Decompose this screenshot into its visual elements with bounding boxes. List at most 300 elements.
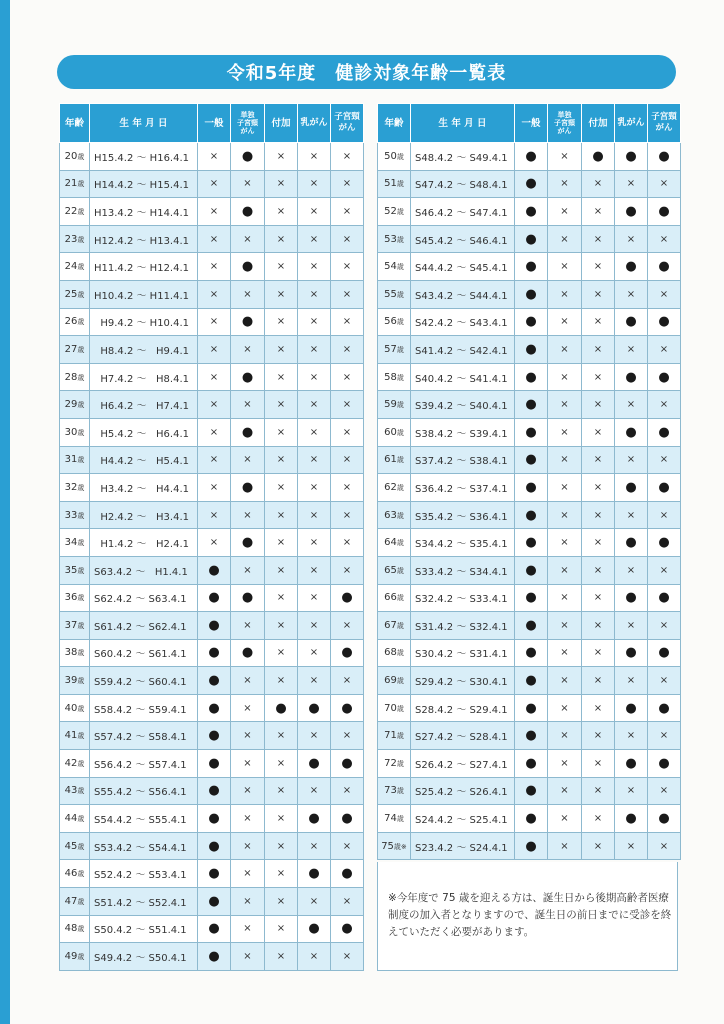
mark-general: ● bbox=[198, 805, 231, 833]
mark-cervical-alone: × bbox=[231, 943, 265, 971]
mark-cervical-alone: × bbox=[231, 860, 265, 888]
mark-cervical-alone: ● bbox=[231, 418, 265, 446]
birth-date-range: S39.4.2 ～ S40.4.1 bbox=[411, 391, 515, 419]
mark-breast: ● bbox=[298, 694, 331, 722]
mark-addon: ● bbox=[582, 143, 615, 171]
age-number: 57 bbox=[384, 343, 397, 355]
table-row bbox=[378, 556, 681, 584]
age-number: 72 bbox=[384, 757, 397, 769]
birth-date-range: S47.4.2 ～ S48.4.1 bbox=[411, 170, 515, 198]
age-suffix: 歳 bbox=[77, 897, 85, 906]
mark-breast: ● bbox=[298, 805, 331, 833]
age-suffix: 歳 bbox=[77, 152, 85, 161]
birth-date-range: S46.4.2 ～ S47.4.1 bbox=[411, 198, 515, 226]
mark-general: ● bbox=[515, 612, 548, 640]
birth-date-range: S62.4.2 ～ S63.4.1 bbox=[90, 584, 198, 612]
birth-date-range: S55.4.2 ～ S56.4.1 bbox=[90, 777, 198, 805]
birth-date-range: S60.4.2 ～ S61.4.1 bbox=[90, 639, 198, 667]
age-suffix: 歳 bbox=[396, 207, 404, 216]
mark-breast: × bbox=[615, 667, 648, 695]
birth-date-range: S29.4.2 ～ S30.4.1 bbox=[411, 667, 515, 695]
mark-addon: × bbox=[265, 391, 298, 419]
mark-general: ● bbox=[515, 556, 548, 584]
table-row bbox=[378, 170, 681, 198]
mark-cervical: × bbox=[331, 253, 364, 281]
mark-general: × bbox=[198, 363, 231, 391]
mark-general: ● bbox=[198, 722, 231, 750]
mark-general: ● bbox=[198, 832, 231, 860]
age-cell bbox=[60, 308, 90, 336]
mark-cervical: ● bbox=[648, 308, 681, 336]
birth-date-range: S58.4.2 ～ S59.4.1 bbox=[90, 694, 198, 722]
mark-cervical-alone: ● bbox=[231, 639, 265, 667]
mark-general: × bbox=[198, 336, 231, 364]
table-row bbox=[378, 529, 681, 557]
mark-cervical-alone: × bbox=[231, 832, 265, 860]
table-row bbox=[60, 225, 364, 253]
birth-date-range: H7.4.2 ～ H8.4.1 bbox=[90, 363, 198, 391]
mark-addon: × bbox=[582, 722, 615, 750]
age-number: 47 bbox=[64, 895, 78, 907]
age-suffix: 歳 bbox=[77, 787, 85, 796]
table-row bbox=[378, 777, 681, 805]
mark-cervical-alone: × bbox=[548, 694, 582, 722]
birth-date-range: H8.4.2 ～ H9.4.1 bbox=[90, 336, 198, 364]
mark-breast: × bbox=[298, 418, 331, 446]
mark-breast: × bbox=[298, 888, 331, 916]
age-number: 42 bbox=[64, 757, 78, 769]
mark-breast: ● bbox=[615, 639, 648, 667]
age-cell bbox=[378, 667, 411, 695]
age-suffix: 歳 bbox=[77, 539, 85, 548]
age-suffix: 歳 bbox=[396, 428, 404, 437]
mark-cervical-alone: × bbox=[548, 556, 582, 584]
age-number: 38 bbox=[64, 647, 78, 659]
table-row bbox=[378, 308, 681, 336]
mark-cervical: × bbox=[331, 943, 364, 971]
birth-date-range: S26.4.2 ～ S27.4.1 bbox=[411, 750, 515, 778]
birth-date-range: S36.4.2 ～ S37.4.1 bbox=[411, 474, 515, 502]
mark-addon: × bbox=[265, 639, 298, 667]
mark-addon: × bbox=[265, 280, 298, 308]
age-suffix: 歳 bbox=[77, 677, 85, 686]
mark-breast: ● bbox=[615, 143, 648, 171]
age-number: 29 bbox=[64, 399, 78, 411]
birth-date-range: S34.4.2 ～ S35.4.1 bbox=[411, 529, 515, 557]
mark-addon: × bbox=[582, 198, 615, 226]
header-age: 年齢 bbox=[378, 104, 411, 143]
mark-cervical: ● bbox=[648, 474, 681, 502]
age-cell bbox=[378, 474, 411, 502]
mark-cervical: × bbox=[648, 501, 681, 529]
side-accent-bar bbox=[0, 0, 10, 1024]
table-row bbox=[60, 612, 364, 640]
age-suffix: 歳 bbox=[77, 759, 85, 768]
mark-breast: × bbox=[298, 391, 331, 419]
mark-breast: × bbox=[615, 556, 648, 584]
mark-cervical-alone: × bbox=[231, 556, 265, 584]
mark-cervical: ● bbox=[648, 750, 681, 778]
age-suffix: 歳 bbox=[396, 649, 404, 658]
mark-general: ● bbox=[515, 446, 548, 474]
table-row bbox=[60, 860, 364, 888]
mark-cervical-alone: × bbox=[548, 446, 582, 474]
table-row bbox=[60, 667, 364, 695]
mark-general: ● bbox=[515, 639, 548, 667]
birth-date-range: S35.4.2 ～ S36.4.1 bbox=[411, 501, 515, 529]
mark-addon: × bbox=[265, 722, 298, 750]
age-suffix: 歳 bbox=[396, 704, 404, 713]
mark-cervical-alone: × bbox=[231, 280, 265, 308]
age-cell bbox=[378, 418, 411, 446]
birth-date-range: S33.4.2 ～ S34.4.1 bbox=[411, 556, 515, 584]
age-suffix: 歳 bbox=[396, 677, 404, 686]
mark-general: ● bbox=[515, 253, 548, 281]
age-cell bbox=[60, 805, 90, 833]
mark-cervical: ● bbox=[648, 584, 681, 612]
mark-cervical: ● bbox=[331, 750, 364, 778]
table-row bbox=[60, 446, 364, 474]
mark-addon: × bbox=[582, 336, 615, 364]
mark-addon: × bbox=[265, 446, 298, 474]
birth-date-range: S44.4.2 ～ S45.4.1 bbox=[411, 253, 515, 281]
header-birth-date: 生 年 月 日 bbox=[90, 104, 198, 143]
mark-addon: × bbox=[265, 363, 298, 391]
mark-cervical-alone: × bbox=[548, 474, 582, 502]
age-number: 39 bbox=[64, 675, 78, 687]
mark-cervical-alone: × bbox=[548, 529, 582, 557]
birth-date-range: S28.4.2 ～ S29.4.1 bbox=[411, 694, 515, 722]
mark-breast: × bbox=[615, 501, 648, 529]
birth-date-range: S48.4.2 ～ S49.4.1 bbox=[411, 143, 515, 171]
header-general: 一般 bbox=[198, 104, 231, 143]
age-number: 65 bbox=[384, 564, 397, 576]
age-number: 36 bbox=[64, 592, 78, 604]
mark-cervical: × bbox=[648, 832, 681, 860]
mark-cervical: × bbox=[331, 556, 364, 584]
mark-breast: ● bbox=[615, 474, 648, 502]
table-header-row bbox=[378, 104, 681, 143]
table-row bbox=[378, 832, 681, 860]
age-number: 46 bbox=[64, 868, 78, 880]
age-cell bbox=[378, 143, 411, 171]
mark-cervical: ● bbox=[331, 694, 364, 722]
mark-breast: × bbox=[298, 722, 331, 750]
mark-general: ● bbox=[515, 750, 548, 778]
mark-cervical-alone: × bbox=[548, 832, 582, 860]
birth-date-range: S56.4.2 ～ S57.4.1 bbox=[90, 750, 198, 778]
age-suffix: 歳 bbox=[77, 511, 85, 520]
table-row bbox=[60, 198, 364, 226]
birth-date-range: S43.4.2 ～ S44.4.1 bbox=[411, 280, 515, 308]
table-row bbox=[378, 667, 681, 695]
table-row bbox=[378, 694, 681, 722]
age-suffix: 歳 bbox=[396, 318, 404, 327]
age-suffix: 歳 bbox=[77, 401, 85, 410]
mark-general: ● bbox=[515, 584, 548, 612]
mark-addon: × bbox=[265, 308, 298, 336]
birth-date-range: S40.4.2 ～ S41.4.1 bbox=[411, 363, 515, 391]
mark-breast: × bbox=[298, 446, 331, 474]
mark-general: ● bbox=[515, 501, 548, 529]
birth-date-range: S52.4.2 ～ S53.4.1 bbox=[90, 860, 198, 888]
mark-cervical-alone: × bbox=[548, 253, 582, 281]
mark-addon: × bbox=[582, 832, 615, 860]
birth-date-range: H14.4.2 ～ H15.4.1 bbox=[90, 170, 198, 198]
birth-date-range: H11.4.2 ～ H12.4.1 bbox=[90, 253, 198, 281]
mark-cervical: ● bbox=[648, 694, 681, 722]
age-cell bbox=[60, 446, 90, 474]
birth-date-range: H6.4.2 ～ H7.4.1 bbox=[90, 391, 198, 419]
table-row bbox=[378, 336, 681, 364]
mark-cervical-alone: × bbox=[231, 667, 265, 695]
age-cell bbox=[60, 584, 90, 612]
mark-cervical-alone: × bbox=[548, 750, 582, 778]
mark-cervical-alone: × bbox=[548, 501, 582, 529]
age-number: 74 bbox=[384, 813, 397, 825]
mark-cervical-alone: × bbox=[548, 280, 582, 308]
mark-breast: × bbox=[298, 612, 331, 640]
mark-breast: × bbox=[615, 280, 648, 308]
table-row bbox=[378, 418, 681, 446]
age-cell bbox=[60, 336, 90, 364]
mark-general: × bbox=[198, 253, 231, 281]
table-row bbox=[378, 280, 681, 308]
age-number: 48 bbox=[64, 923, 78, 935]
mark-cervical: ● bbox=[648, 805, 681, 833]
age-suffix: 歳※ bbox=[393, 842, 407, 851]
age-suffix: 歳 bbox=[396, 732, 404, 741]
mark-breast: × bbox=[298, 308, 331, 336]
table-row bbox=[60, 143, 364, 171]
age-suffix: 歳 bbox=[396, 759, 404, 768]
age-suffix: 歳 bbox=[77, 621, 85, 630]
mark-cervical-alone: ● bbox=[231, 584, 265, 612]
age-suffix: 歳 bbox=[77, 180, 85, 189]
birth-date-range: H4.4.2 ～ H5.4.1 bbox=[90, 446, 198, 474]
birth-date-range: S38.4.2 ～ S39.4.1 bbox=[411, 418, 515, 446]
age-cell bbox=[378, 501, 411, 529]
birth-date-range: S42.4.2 ～ S43.4.1 bbox=[411, 308, 515, 336]
table-row bbox=[378, 584, 681, 612]
mark-breast: × bbox=[615, 832, 648, 860]
mark-general: ● bbox=[198, 888, 231, 916]
age-number: 63 bbox=[384, 509, 397, 521]
age-number: 61 bbox=[384, 454, 397, 466]
mark-cervical-alone: × bbox=[548, 722, 582, 750]
birth-date-range: H9.4.2 ～ H10.4.1 bbox=[90, 308, 198, 336]
mark-cervical: ● bbox=[331, 639, 364, 667]
mark-general: × bbox=[198, 418, 231, 446]
age-suffix: 歳 bbox=[396, 235, 404, 244]
age-cell bbox=[60, 888, 90, 916]
mark-breast: ● bbox=[615, 198, 648, 226]
mark-breast: ● bbox=[298, 860, 331, 888]
age-number: 50 bbox=[384, 150, 397, 162]
mark-breast: × bbox=[615, 777, 648, 805]
table-row bbox=[378, 198, 681, 226]
age-suffix: 歳 bbox=[77, 207, 85, 216]
mark-cervical-alone: × bbox=[548, 777, 582, 805]
mark-breast: × bbox=[298, 143, 331, 171]
mark-addon: ● bbox=[265, 694, 298, 722]
mark-general: × bbox=[198, 308, 231, 336]
mark-breast: ● bbox=[615, 805, 648, 833]
mark-general: ● bbox=[515, 336, 548, 364]
age-number: 30 bbox=[64, 426, 78, 438]
mark-cervical-alone: ● bbox=[231, 363, 265, 391]
table-row bbox=[378, 805, 681, 833]
mark-general: × bbox=[198, 198, 231, 226]
age-suffix: 歳 bbox=[396, 373, 404, 382]
age-cell bbox=[378, 805, 411, 833]
table-row bbox=[60, 501, 364, 529]
mark-general: ● bbox=[515, 280, 548, 308]
header-addon: 付加 bbox=[265, 104, 298, 143]
age-suffix: 歳 bbox=[77, 925, 85, 934]
mark-general: ● bbox=[515, 198, 548, 226]
age-number: 41 bbox=[64, 730, 78, 742]
age-suffix: 歳 bbox=[396, 787, 404, 796]
age-number: 28 bbox=[64, 371, 78, 383]
age-number: 45 bbox=[64, 840, 78, 852]
header-breast: 乳がん bbox=[615, 104, 648, 143]
mark-cervical: × bbox=[648, 446, 681, 474]
mark-cervical: ● bbox=[648, 198, 681, 226]
age-cell bbox=[60, 750, 90, 778]
mark-cervical-alone: × bbox=[231, 750, 265, 778]
mark-addon: × bbox=[582, 612, 615, 640]
mark-breast: ● bbox=[298, 915, 331, 943]
table-row bbox=[60, 777, 364, 805]
mark-addon: × bbox=[265, 170, 298, 198]
mark-general: ● bbox=[515, 391, 548, 419]
age-cell bbox=[60, 943, 90, 971]
mark-cervical: × bbox=[331, 501, 364, 529]
table-row bbox=[60, 805, 364, 833]
table-row bbox=[378, 253, 681, 281]
mark-cervical-alone: ● bbox=[231, 308, 265, 336]
age-cell bbox=[60, 391, 90, 419]
mark-cervical-alone: × bbox=[548, 612, 582, 640]
age-suffix: 歳 bbox=[77, 235, 85, 244]
mark-general: ● bbox=[515, 363, 548, 391]
mark-cervical: × bbox=[331, 280, 364, 308]
mark-breast: × bbox=[298, 280, 331, 308]
mark-addon: × bbox=[582, 253, 615, 281]
age-number: 55 bbox=[384, 288, 397, 300]
mark-breast: ● bbox=[615, 363, 648, 391]
mark-breast: ● bbox=[615, 750, 648, 778]
mark-cervical-alone: × bbox=[231, 446, 265, 474]
age-number: 32 bbox=[64, 481, 78, 493]
age-suffix: 歳 bbox=[77, 815, 85, 824]
age-cell bbox=[60, 722, 90, 750]
table-row bbox=[60, 915, 364, 943]
age-suffix: 歳 bbox=[396, 401, 404, 410]
mark-general: ● bbox=[198, 943, 231, 971]
mark-breast: × bbox=[615, 391, 648, 419]
age-suffix: 歳 bbox=[77, 870, 85, 879]
age-number: 64 bbox=[384, 537, 397, 549]
mark-cervical: × bbox=[648, 777, 681, 805]
age-cell bbox=[378, 198, 411, 226]
mark-cervical-alone: × bbox=[548, 170, 582, 198]
mark-general: ● bbox=[198, 694, 231, 722]
mark-general: ● bbox=[515, 308, 548, 336]
age-cell bbox=[378, 612, 411, 640]
mark-general: ● bbox=[515, 722, 548, 750]
mark-breast: ● bbox=[615, 529, 648, 557]
mark-cervical-alone: × bbox=[548, 198, 582, 226]
table-row bbox=[60, 336, 364, 364]
mark-general: ● bbox=[198, 556, 231, 584]
mark-general: ● bbox=[198, 750, 231, 778]
mark-addon: × bbox=[265, 143, 298, 171]
mark-breast: × bbox=[298, 667, 331, 695]
mark-breast: × bbox=[298, 198, 331, 226]
birth-date-range: H1.4.2 ～ H2.4.1 bbox=[90, 529, 198, 557]
table-row bbox=[60, 170, 364, 198]
birth-date-range: S63.4.2 ～ H1.4.1 bbox=[90, 556, 198, 584]
mark-breast: × bbox=[298, 253, 331, 281]
mark-breast: × bbox=[298, 363, 331, 391]
mark-addon: × bbox=[265, 943, 298, 971]
mark-cervical-alone: × bbox=[231, 722, 265, 750]
age-cell bbox=[60, 143, 90, 171]
mark-breast: × bbox=[298, 639, 331, 667]
mark-general: × bbox=[198, 280, 231, 308]
mark-cervical: ● bbox=[331, 915, 364, 943]
header-cervical-alone: 単独 子宮頸 がん bbox=[231, 104, 265, 143]
table-row bbox=[60, 556, 364, 584]
age-number: 53 bbox=[384, 233, 397, 245]
birth-date-range: S27.4.2 ～ S28.4.1 bbox=[411, 722, 515, 750]
age-suffix: 歳 bbox=[77, 456, 85, 465]
age-cell bbox=[60, 915, 90, 943]
mark-cervical: × bbox=[331, 612, 364, 640]
mark-cervical-alone: × bbox=[231, 915, 265, 943]
table-row bbox=[60, 418, 364, 446]
mark-breast: × bbox=[615, 336, 648, 364]
age-cell bbox=[60, 832, 90, 860]
age-number: 31 bbox=[64, 454, 78, 466]
age-cell bbox=[60, 225, 90, 253]
mark-cervical-alone: × bbox=[231, 336, 265, 364]
age-number: 25 bbox=[64, 288, 78, 300]
mark-cervical-alone: × bbox=[231, 170, 265, 198]
age-suffix: 歳 bbox=[396, 483, 404, 492]
mark-cervical-alone: × bbox=[231, 694, 265, 722]
mark-breast: × bbox=[298, 777, 331, 805]
table-row bbox=[60, 750, 364, 778]
age-suffix: 歳 bbox=[396, 511, 404, 520]
mark-general: ● bbox=[515, 143, 548, 171]
age-cell bbox=[378, 722, 411, 750]
mark-general: ● bbox=[515, 170, 548, 198]
age-cell bbox=[60, 529, 90, 557]
mark-general: ● bbox=[198, 639, 231, 667]
mark-cervical: × bbox=[648, 556, 681, 584]
header-age: 年齢 bbox=[60, 104, 90, 143]
age-number: 54 bbox=[384, 261, 397, 273]
mark-breast: ● bbox=[615, 253, 648, 281]
age-cell bbox=[378, 556, 411, 584]
age-cell bbox=[378, 777, 411, 805]
age-suffix: 歳 bbox=[396, 621, 404, 630]
mark-general: ● bbox=[515, 529, 548, 557]
mark-breast: × bbox=[615, 722, 648, 750]
